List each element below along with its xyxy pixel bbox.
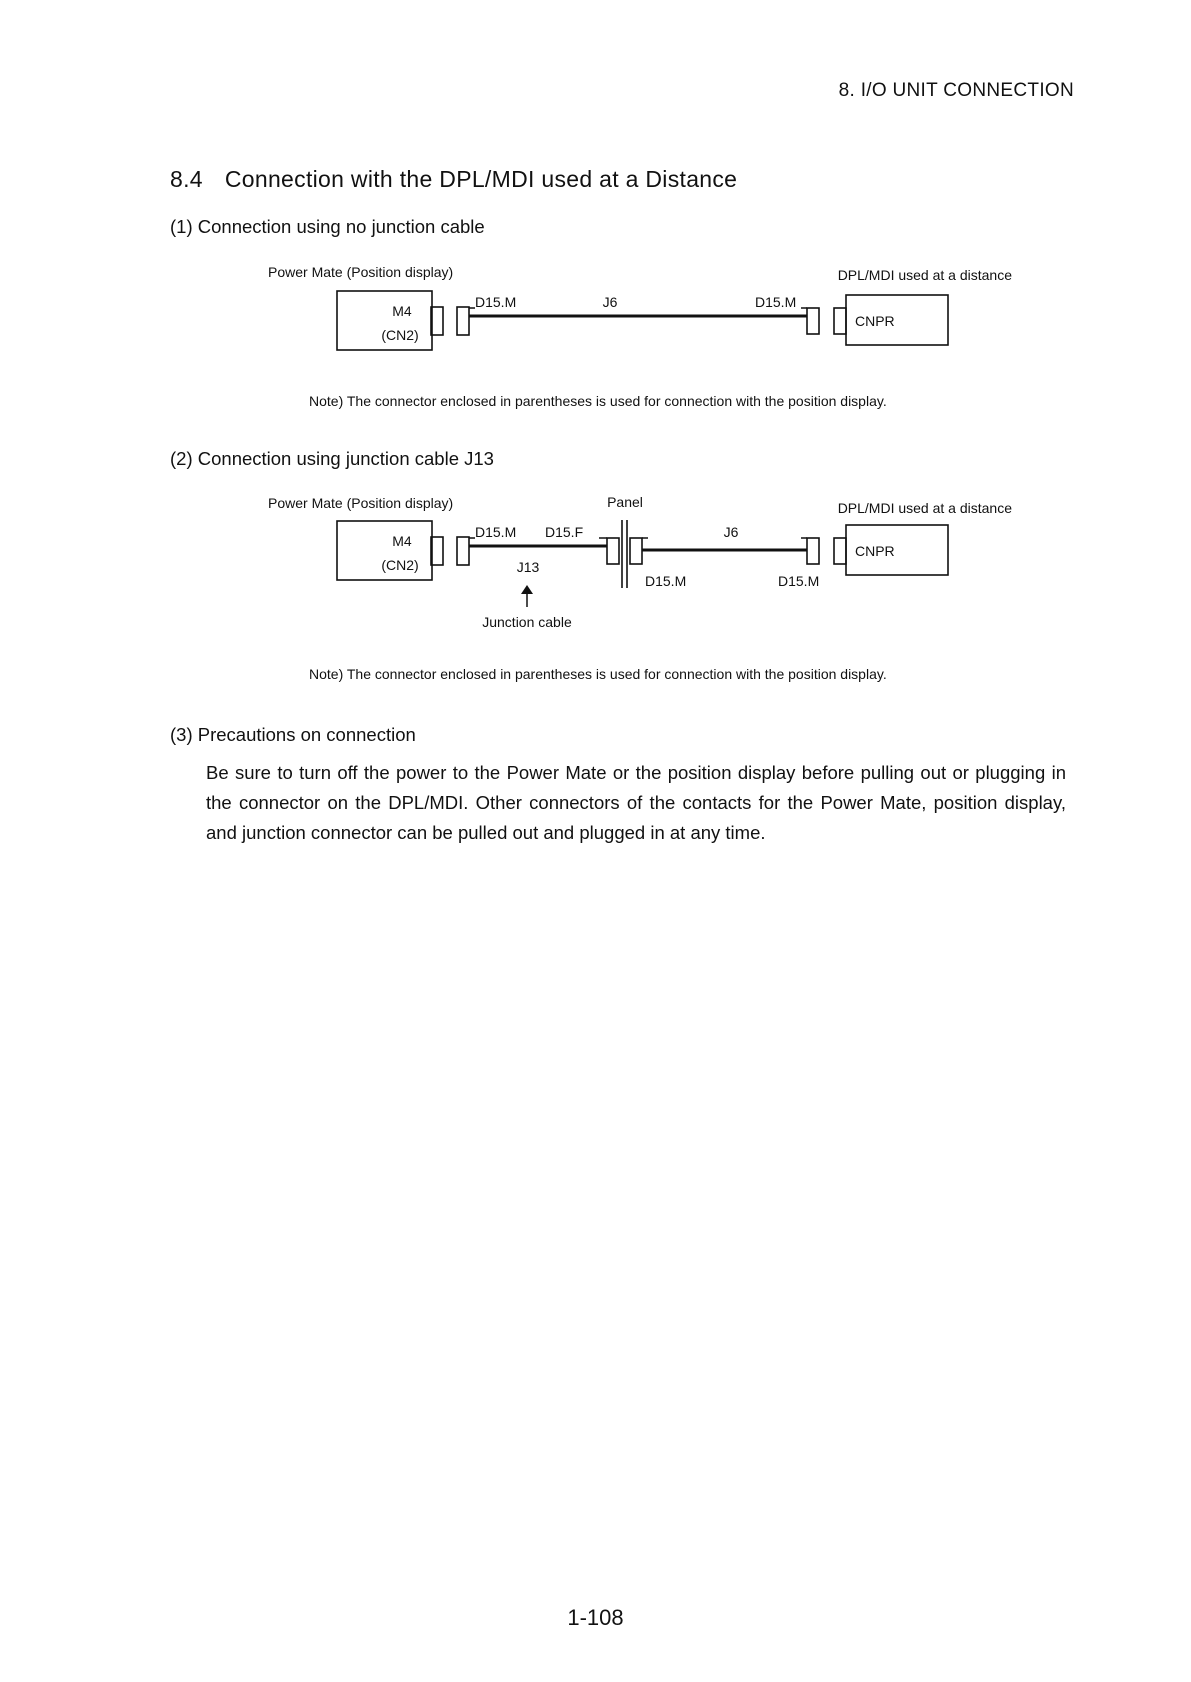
- section-title: [170, 166, 737, 193]
- cnpr-connector-2: [834, 538, 846, 564]
- subsection-2-heading: (2) Connection using junction cable J13: [170, 448, 494, 469]
- arrow-up-icon: [521, 585, 533, 594]
- right-connector-label-2: D15.M: [778, 573, 820, 589]
- dplmdi-label: DPL/MDI used at a distance: [837, 267, 1012, 283]
- diagram-junction-j13: [0, 490, 1191, 650]
- power-mate-label: Power Mate (Position display): [268, 264, 454, 280]
- diagram-no-junction: [0, 260, 1191, 380]
- cable-plug-right-2: [807, 538, 819, 564]
- left-connector-label: D15.M: [475, 294, 517, 310]
- cnpr-connector: [834, 308, 846, 334]
- junction-cable-caption: Junction cable: [482, 614, 572, 630]
- j13-label: J13: [516, 559, 540, 575]
- junction-connector-left: [607, 538, 619, 564]
- panel-out-connector-label: D15.M: [645, 573, 687, 589]
- page-number: 1-108: [567, 1605, 624, 1630]
- panel-label: Panel: [607, 494, 643, 510]
- right-connector-label: D15.M: [755, 294, 797, 310]
- power-mate-label-2: Power Mate (Position display): [268, 495, 454, 511]
- subsection-3-heading: (3) Precautions on connection: [170, 724, 416, 745]
- cn2-label-2: (CN2): [381, 557, 419, 573]
- running-header: 8. I/O UNIT CONNECTION: [838, 80, 1074, 101]
- left-connector-label-2: D15.M: [475, 524, 517, 540]
- cable-label-2: J6: [723, 524, 739, 540]
- cable-plug-right: [807, 308, 819, 334]
- section-number: 8.4: [170, 166, 203, 192]
- m4-label-2: M4: [392, 533, 412, 549]
- precautions-paragraph: Be sure to turn off the power to the Power Mate or the position display before pulling out or plugging in the connector on the DPL/MDI. Other connectors of the contacts for the Power Mate, position display, and junction connector can be pulled out and plugged in at any time.: [206, 762, 1066, 843]
- cn2-label: (CN2): [381, 327, 419, 343]
- cnpr-label: CNPR: [855, 313, 895, 329]
- subsection-1-heading: (1) Connection using no junction cable: [170, 216, 485, 237]
- panel-in-connector-label: D15.F: [545, 524, 584, 540]
- cnpr-label-2: CNPR: [855, 543, 895, 559]
- section-heading: Connection with the DPL/MDI used at a Distance: [224, 166, 738, 192]
- cable-plug-left: [457, 307, 469, 335]
- dplmdi-label-2: DPL/MDI used at a distance: [837, 500, 1012, 516]
- note-1: Note) The connector enclosed in parentheses is used for connection with the position display.: [309, 393, 887, 409]
- j13-plug-left: [457, 537, 469, 565]
- cable-label: J6: [602, 294, 618, 310]
- m4-label: M4: [392, 303, 412, 319]
- junction-connector-right: [630, 538, 642, 564]
- note-2: Note) The connector enclosed in parentheses is used for connection with the position display.: [309, 666, 887, 682]
